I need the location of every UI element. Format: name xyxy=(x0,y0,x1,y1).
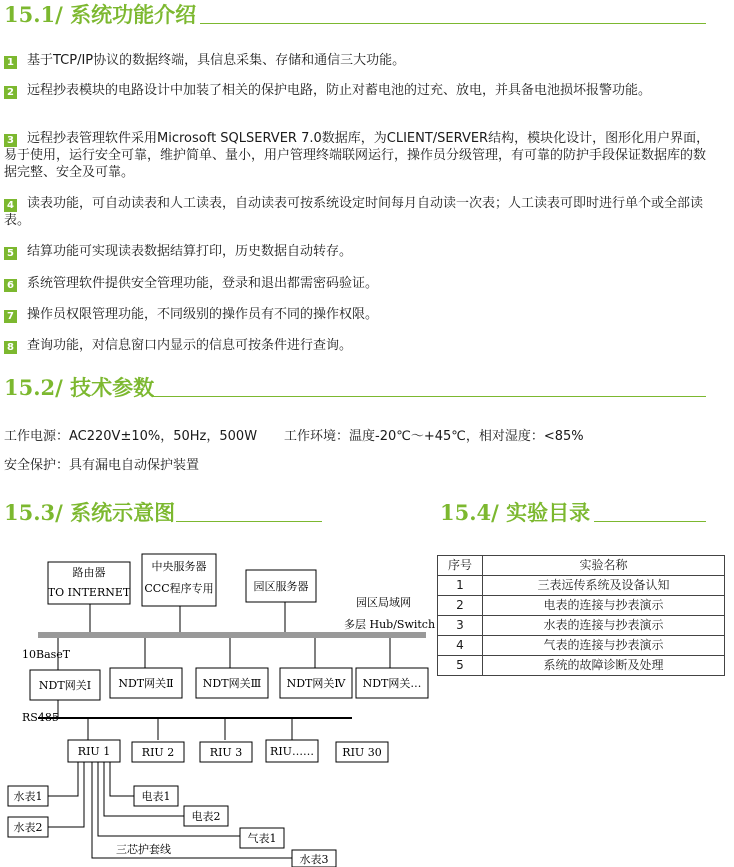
tenbase-label: 10BaseT xyxy=(22,648,71,661)
elec1-wire xyxy=(110,762,134,796)
section-1-title: 15.1/ 系统功能介绍 xyxy=(4,2,197,27)
experiment-table xyxy=(437,555,725,676)
electric-meter-label-1: 电表1 xyxy=(141,790,171,803)
water-meter-label-2: 水表2 xyxy=(13,821,43,834)
feature-item-5 xyxy=(4,243,710,260)
feature-item-2 xyxy=(4,82,710,99)
elec2-wire xyxy=(104,762,184,816)
section-1-rule xyxy=(200,23,706,24)
system-diagram xyxy=(0,540,440,867)
feature-item-7 xyxy=(4,306,710,323)
gateway-label-1: NDT网关Ⅰ xyxy=(38,679,92,692)
feature-item-6 xyxy=(4,275,710,292)
feature-text: 结算功能可实现读表数据结算打印，历史数据自动转存。 xyxy=(27,244,353,259)
table-row xyxy=(438,596,725,616)
central-server-label-2: CCC程序专用 xyxy=(144,582,214,595)
lan-label: 园区局域网 xyxy=(356,596,411,609)
bullet-number: 6 xyxy=(4,279,17,292)
campus-server-label: 园区服务器 xyxy=(253,580,309,593)
feature-text: 远程抄表管理软件采用Microsoft SQLSERVER 7.0数据库，为CLIENT/SERVER结构，模块化设计，图形化用户界面，易于使用，运行安全可靠，维护简单、量小，用户管理终端联网运行，操作员分级管理，有可靠的防护手段保证数据库的数据完整、安全及可靠。 xyxy=(4,131,710,180)
router-label-1: 路由器 xyxy=(72,566,106,579)
section-2-rule xyxy=(152,396,706,397)
central-server-label-1: 中央服务器 xyxy=(151,560,207,573)
feature-text: 远程抄表模块的电路设计中加装了相关的保护电路，防止对蓄电池的过充、放电，并具备电池损坏报警功能。 xyxy=(27,83,652,98)
riu-label-2: RIU 2 xyxy=(141,746,175,759)
feature-item-1 xyxy=(4,52,710,69)
bullet-number: 1 xyxy=(4,56,17,69)
row-name: 系统的故障诊断及处理 xyxy=(483,656,725,676)
header-index: 序号 xyxy=(438,556,483,576)
row-name: 水表的连接与抄表演示 xyxy=(483,616,725,636)
riu-label-1: RIU 1 xyxy=(77,745,111,758)
feature-item-8 xyxy=(4,337,710,354)
riu-label-3: RIU 3 xyxy=(209,746,243,759)
feature-text: 查询功能，对信息窗口内显示的信息可按条件进行查询。 xyxy=(27,338,353,353)
table-row xyxy=(438,656,725,676)
environment-spec: 工作环境：温度-20℃～+45℃，相对湿度：<85% xyxy=(284,429,584,444)
rs485-label: RS485 xyxy=(22,711,59,724)
table-row xyxy=(438,636,725,656)
row-name: 三表远传系统及设备认知 xyxy=(483,576,725,596)
water-meter-label-3: 水表3 xyxy=(299,853,329,866)
power-spec: 工作电源：AC220V±10%，50Hz，500W xyxy=(4,429,258,444)
section-3-title: 15.3/ 系统示意图 xyxy=(4,500,176,525)
bullet-number: 4 xyxy=(4,199,17,212)
row-index: 4 xyxy=(438,636,483,656)
gateway-label-4: NDT网关Ⅳ xyxy=(286,677,346,690)
water1-wire xyxy=(48,762,78,796)
feature-text: 操作员权限管理功能，不同级别的操作员有不同的操作权限。 xyxy=(27,307,379,322)
feature-text: 基于TCP/IP协议的数据终端，具信息采集、存储和通信三大功能。 xyxy=(27,53,406,68)
section-4-rule xyxy=(594,521,706,522)
bullet-number: 7 xyxy=(4,310,17,323)
gas-meter-label-1: 气表1 xyxy=(247,832,277,845)
section-3-rule xyxy=(176,521,322,522)
header-name: 实验名称 xyxy=(483,556,725,576)
bullet-number: 5 xyxy=(4,247,17,260)
riu-label-5: RIU 30 xyxy=(342,746,382,759)
row-name: 气表的连接与抄表演示 xyxy=(483,636,725,656)
row-index: 5 xyxy=(438,656,483,676)
water2-wire xyxy=(48,762,84,827)
bullet-number: 2 xyxy=(4,86,17,99)
lan-backbone xyxy=(38,632,426,638)
gateway-label-3: NDT网关Ⅲ xyxy=(202,677,262,690)
cable-label: 三芯护套线 xyxy=(116,843,171,856)
feature-text: 读表功能，可自动读表和人工读表，自动读表可按系统设定时间每月自动读一次表；人工读表可即时进行单个或全部读表。 xyxy=(4,196,704,228)
water-meter-label-1: 水表1 xyxy=(13,790,43,803)
section-2-title: 15.2/ 技术参数 xyxy=(4,375,155,400)
feature-text: 系统管理软件提供安全管理功能，登录和退出都需密码验证。 xyxy=(27,276,379,291)
riu-label-4: RIU…… xyxy=(270,745,314,758)
gateway-label-2: NDT网关Ⅱ xyxy=(118,677,174,690)
gateway-label-5: NDT网关… xyxy=(362,677,422,690)
table-row xyxy=(438,616,725,636)
feature-item-4 xyxy=(4,195,710,229)
table-row xyxy=(438,576,725,596)
row-name: 电表的连接与抄表演示 xyxy=(483,596,725,616)
safety-spec: 安全保护：具有漏电自动保护装置 xyxy=(4,458,200,473)
bullet-number: 8 xyxy=(4,341,17,354)
row-index: 3 xyxy=(438,616,483,636)
hub-label: 多层 Hub/Switch xyxy=(344,618,436,631)
row-index: 1 xyxy=(438,576,483,596)
row-index: 2 xyxy=(438,596,483,616)
electric-meter-label-2: 电表2 xyxy=(191,810,221,823)
feature-item-3 xyxy=(4,130,710,181)
bullet-number: 3 xyxy=(4,134,17,147)
section-4-title: 15.4/ 实验目录 xyxy=(440,500,591,525)
router-label-2: TO INTERNET xyxy=(47,586,131,599)
table-header-row xyxy=(438,556,725,576)
